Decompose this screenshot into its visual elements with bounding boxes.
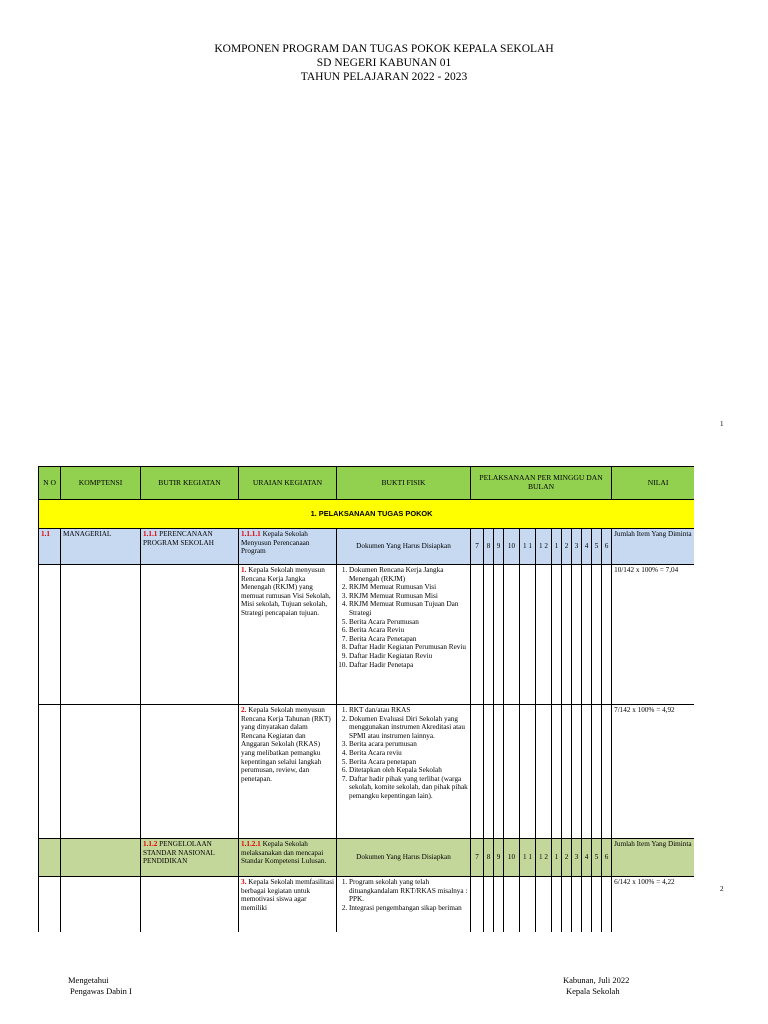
list-item: 1. RKT dan/atau RKAS bbox=[349, 706, 468, 715]
table-header-row bbox=[39, 467, 695, 500]
list-item: 5. Berita Acara Perumusan bbox=[349, 618, 468, 627]
cell-bukti bbox=[337, 565, 471, 705]
month-cell: 5 bbox=[592, 529, 602, 565]
cell-nilai: Jumlah Item Yang Diminta bbox=[612, 529, 694, 565]
title-line-3: TAHUN PELAJARAN 2022 - 2023 bbox=[300, 71, 468, 83]
month-cell: 6 bbox=[602, 839, 612, 877]
cell-no: 1.1 bbox=[39, 529, 61, 565]
footer-kepala-sekolah: Kepala Sekolah bbox=[566, 986, 620, 996]
list-item: 4. RKJM Memuat Rumusan Tujuan Dan Strategi bbox=[349, 600, 468, 617]
table-row-1 bbox=[39, 565, 695, 705]
header-no: N O bbox=[39, 467, 61, 500]
month-cell: 5 bbox=[592, 839, 602, 877]
list-item: 5. Berita Acara penetapan bbox=[349, 758, 468, 767]
cell-bukti: Dokumen Yang Harus Disiapkan bbox=[337, 839, 471, 877]
list-item: 9. Daftar Hadir Kegiatan Reviu bbox=[349, 652, 468, 661]
list-item: 6. Ditetapkan oleh Kepala Sekolah bbox=[349, 766, 468, 775]
list-item: 1. Dokumen Rencana Kerja Jangka Menengah (RKJM) bbox=[349, 566, 468, 583]
cell-nilai: 7/142 x 100% = 4,92 bbox=[612, 705, 694, 839]
month-cell: 4 bbox=[582, 839, 592, 877]
list-item: 7. Berita Acara Penetapan bbox=[349, 635, 468, 644]
month-cell: 9 bbox=[494, 529, 504, 565]
cell-nilai: 10/142 x 100% = 7,04 bbox=[612, 565, 694, 705]
footer-right bbox=[563, 975, 629, 997]
list-item: 2. RKJM Memuat Rumusan Visi bbox=[349, 583, 468, 592]
list-item: 4. Berita Acara reviu bbox=[349, 749, 468, 758]
title-line-1: KOMPONEN PROGRAM DAN TUGAS POKOK KEPALA SEKOLAH bbox=[214, 43, 554, 55]
month-cell: 6 bbox=[602, 529, 612, 565]
month-cell: 9 bbox=[494, 839, 504, 877]
cell-kompetensi: MANAGERIAL bbox=[61, 529, 141, 565]
month-cell: 7 bbox=[471, 839, 484, 877]
page-number-1: 1 bbox=[720, 420, 724, 428]
document-title bbox=[0, 42, 768, 84]
cell-butir: 1.1.2 PENGELOLAAN STANDAR NASIONAL PENDIDIKAN bbox=[141, 839, 239, 877]
cell-uraian: 3. Kepala Sekolah memfasilitasi berbagai kegiatan untuk memotivasi siswa agar memiliki bbox=[239, 877, 337, 933]
month-cell: 1 bbox=[552, 529, 562, 565]
month-cell: 3 bbox=[572, 839, 582, 877]
table-row-3 bbox=[39, 877, 695, 933]
month-cell: 10 bbox=[504, 839, 520, 877]
footer-pengawas: Pengawas Dabin I bbox=[70, 986, 132, 996]
cell-nilai: 6/142 x 100% = 4,22 bbox=[612, 877, 694, 933]
cell-bukti bbox=[337, 877, 471, 933]
month-cell: 10 bbox=[504, 529, 520, 565]
month-cell: 1 bbox=[552, 839, 562, 877]
month-cell: 2 bbox=[562, 529, 572, 565]
list-item: 2. Dokumen Evaluasi Diri Sekolah yang menggunakan instrumen Akreditasi atau SPMI atau instrumen lainnya. bbox=[349, 715, 468, 741]
month-cell: 4 bbox=[582, 529, 592, 565]
list-item: 2. Integrasi pengembangan sikap beriman bbox=[349, 904, 468, 913]
month-cell: 8 bbox=[484, 839, 494, 877]
cell-uraian: 1.1.1.1 Kepala Sekolah Menyusun Perencanaan Program bbox=[239, 529, 337, 565]
cell-uraian: 1.1.2.1 Kepala Sekolah melaksanakan dan mencapai Standar Kompetensi Lulusan. bbox=[239, 839, 337, 877]
list-item: 10. Daftar Hadir Penetapa bbox=[349, 661, 468, 670]
footer-left bbox=[68, 975, 132, 997]
cell-bukti: Dokumen Yang Harus Disiapkan bbox=[337, 529, 471, 565]
list-item: 6. Berita Acara Reviu bbox=[349, 626, 468, 635]
month-cell: 3 bbox=[572, 529, 582, 565]
table-row-snp bbox=[39, 839, 695, 877]
page-number-2: 2 bbox=[720, 885, 724, 893]
header-bukti: BUKTI FISIK bbox=[337, 467, 471, 500]
list-item: 1. Program sekolah yang telah dituangkandalam RKT/RKAS misalnya : PPK. bbox=[349, 878, 468, 904]
list-item: 8. Daftar Hadir Kegiatan Perumusan Reviu bbox=[349, 643, 468, 652]
header-nilai: NILAI bbox=[612, 467, 694, 500]
month-cell: 8 bbox=[484, 529, 494, 565]
footer-date: Kabunan, Juli 2022 bbox=[563, 975, 630, 985]
cell-uraian: 1. Kepala Sekolah menyusun Rencana Kerja Jangka Menengah (RKJM) yang memuat rumusan Visi Sekolah, Misi sekolah, Tujuan sekolah, Strategi pencapaian tujuan. bbox=[239, 565, 337, 705]
section-title: 1. PELAKSANAAN TUGAS POKOK bbox=[39, 500, 695, 529]
footer-mengetahui: Mengetahui bbox=[68, 975, 109, 985]
list-item: 3. Berita acara perumusan bbox=[349, 740, 468, 749]
section-row bbox=[39, 500, 695, 529]
month-cell: 1 2 bbox=[536, 529, 552, 565]
program-table bbox=[38, 466, 694, 932]
header-butir: BUTIR KEGIATAN bbox=[141, 467, 239, 500]
month-cell: 2 bbox=[562, 839, 572, 877]
month-cell: 1 1 bbox=[520, 529, 536, 565]
header-pelaksanaan: PELAKSANAAN PER MINGGU DAN BULAN bbox=[471, 467, 612, 500]
table-row-2 bbox=[39, 705, 695, 839]
cell-bukti bbox=[337, 705, 471, 839]
header-uraian: URAIAN KEGIATAN bbox=[239, 467, 337, 500]
title-line-2: SD NEGERI KABUNAN 01 bbox=[316, 57, 452, 69]
month-cell: 1 1 bbox=[520, 839, 536, 877]
header-kompetensi: KOMPTENSI bbox=[61, 467, 141, 500]
list-item: 7. Daftar hadir pihak yang terlibat (warga sekolah, komite sekolah, dan pihak pihak pemangku kepentingan lain). bbox=[349, 775, 468, 801]
list-item: 3. RKJM Memuat Rumusan Misi bbox=[349, 592, 468, 601]
month-cell: 7 bbox=[471, 529, 484, 565]
month-cell: 1 2 bbox=[536, 839, 552, 877]
cell-nilai: Jumlah Item Yang Diminta bbox=[612, 839, 694, 877]
table-row-managerial bbox=[39, 529, 695, 565]
cell-uraian: 2. Kepala Sekolah menyusun Rencana Kerja Tahunan (RKT) yang dinyatakan dalam Rencana Kegiatan dan Anggaran Sekolah (RKAS) yang melibatkan pemangku kepentingan selalui langkah perumusan, review, dan penetapan. bbox=[239, 705, 337, 839]
cell-butir: 1.1.1 PERENCANAAN PROGRAM SEKOLAH bbox=[141, 529, 239, 565]
